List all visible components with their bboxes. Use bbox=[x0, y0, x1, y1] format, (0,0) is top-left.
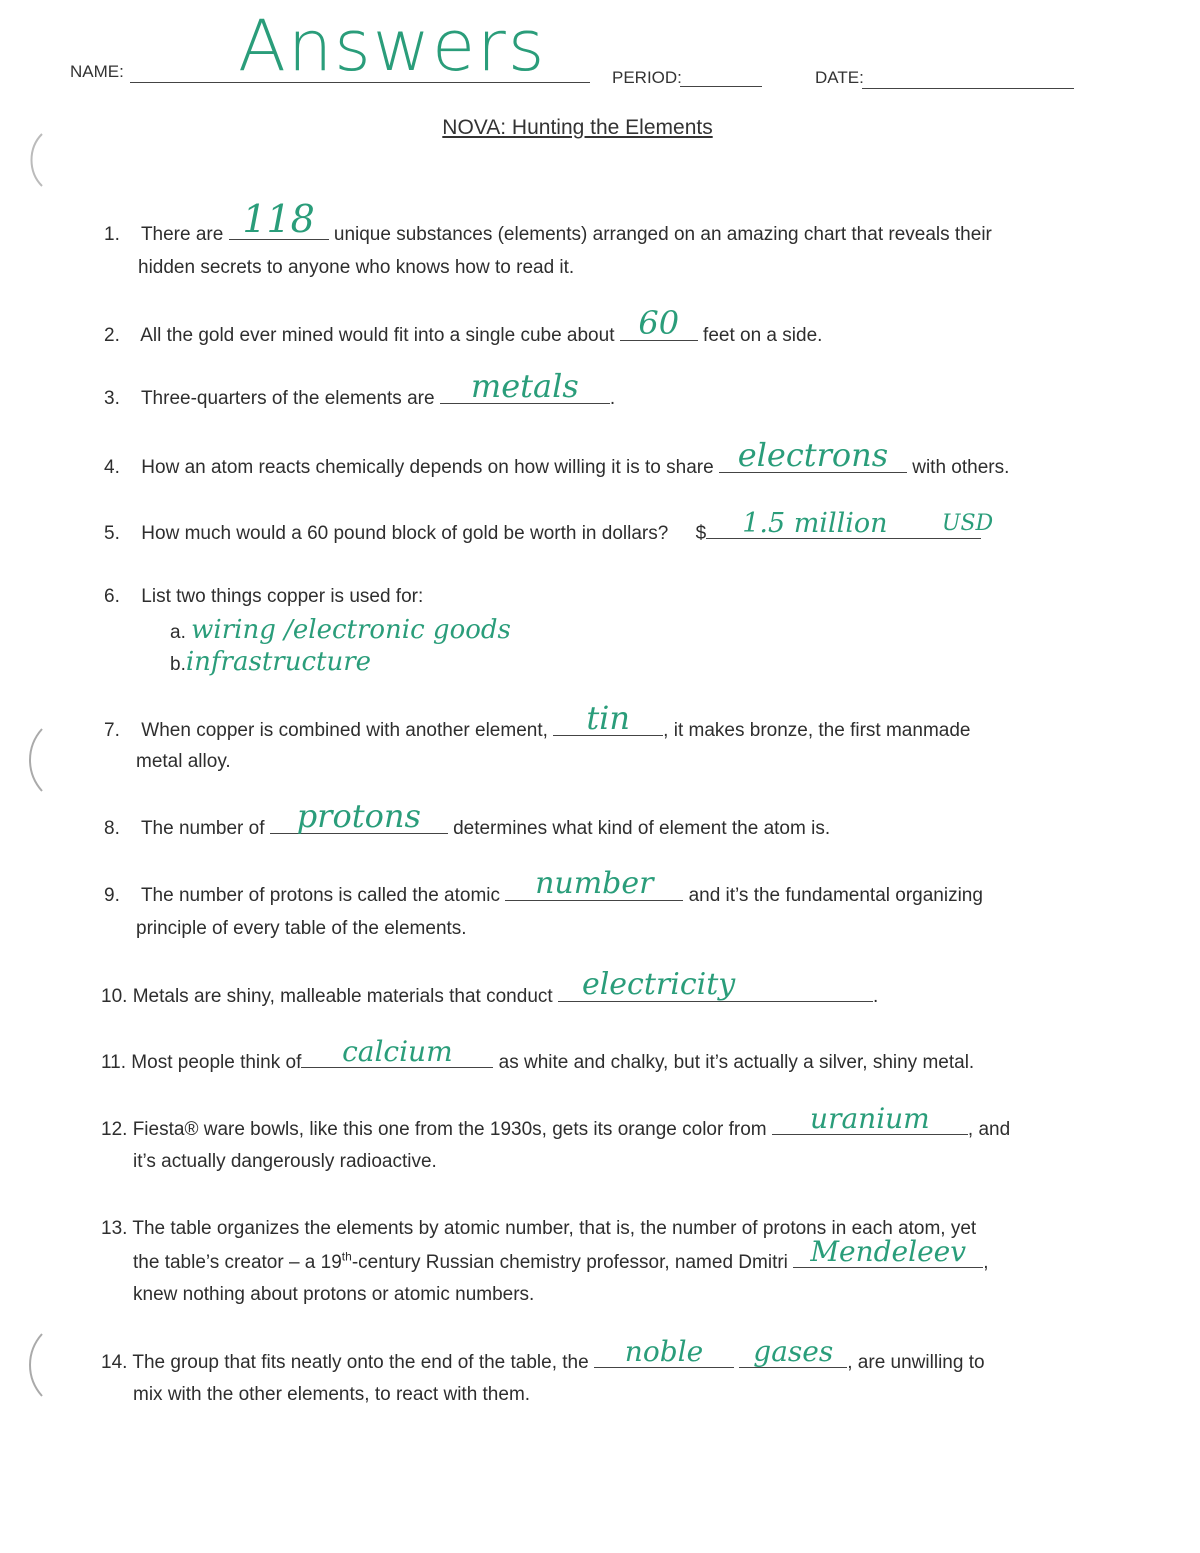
hole-punch-mark bbox=[20, 1330, 50, 1400]
question-text: , bbox=[983, 1252, 989, 1273]
question-text: , are unwilling to bbox=[847, 1352, 985, 1373]
question-number: 12. bbox=[101, 1119, 128, 1140]
name-label: NAME: bbox=[70, 62, 124, 81]
question-14-line2: mix with the other elements, to react with them. bbox=[133, 1384, 531, 1405]
question-number: 5. bbox=[104, 523, 120, 544]
question-text: . bbox=[872, 986, 879, 1007]
answer-text: 60 bbox=[638, 304, 680, 342]
question-text: determines what kind of element the atom is. bbox=[453, 818, 831, 839]
answer-blank bbox=[301, 1035, 493, 1068]
question-number: 10. bbox=[101, 986, 128, 1007]
answer-text: wiring /electronic goods bbox=[191, 615, 511, 645]
answer-text: uranium bbox=[810, 1102, 930, 1135]
page-title: NOVA: Hunting the Elements bbox=[442, 116, 713, 139]
superscript: th bbox=[341, 1249, 352, 1264]
question-number: 4. bbox=[104, 457, 120, 478]
question-text: All the gold ever mined would fit into a single cube about bbox=[140, 325, 615, 346]
question-1 bbox=[104, 197, 992, 251]
question-number: 14. bbox=[101, 1352, 128, 1373]
answer-text: number bbox=[535, 866, 654, 901]
question-text: The number of bbox=[140, 818, 265, 839]
answer-blank bbox=[440, 367, 610, 405]
answer-blank bbox=[558, 967, 873, 1002]
question-8 bbox=[104, 797, 831, 845]
answer-text: 1.5 million bbox=[742, 508, 888, 539]
answer-text: Mendeleev bbox=[810, 1235, 967, 1268]
answer-blank bbox=[505, 866, 683, 901]
question-text: as white and chalky, but it’s actually a silver, shiny metal. bbox=[498, 1052, 975, 1073]
answer-text: electricity bbox=[581, 967, 736, 1002]
question-6b bbox=[170, 646, 371, 681]
question-number: 7. bbox=[104, 720, 120, 741]
answer-unit: USD bbox=[941, 511, 994, 536]
question-4 bbox=[104, 436, 1010, 484]
answer-blank-2 bbox=[739, 1335, 847, 1368]
item-label: b. bbox=[170, 654, 186, 675]
question-14 bbox=[101, 1335, 985, 1379]
question-6a bbox=[170, 614, 511, 649]
question-12 bbox=[101, 1102, 1011, 1146]
question-text: How an atom reacts chemically depends on how willing it is to share bbox=[141, 457, 714, 478]
answer-blank bbox=[270, 797, 448, 835]
answer-text: noble bbox=[624, 1335, 704, 1368]
question-9 bbox=[104, 866, 983, 912]
answer-blank bbox=[706, 508, 994, 539]
question-text: There are bbox=[140, 224, 224, 245]
question-text: the table’s creator – a 19 bbox=[133, 1252, 342, 1273]
question-13-line3: knew nothing about protons or atomic numbers. bbox=[133, 1284, 535, 1305]
question-7 bbox=[104, 699, 971, 747]
question-9-line2: principle of every table of the elements. bbox=[136, 918, 467, 939]
question-11 bbox=[101, 1035, 975, 1079]
question-text: -century Russian chemistry professor, named Dmitri bbox=[351, 1252, 788, 1273]
question-number: 13. bbox=[101, 1218, 128, 1239]
dollar-sign: $ bbox=[695, 523, 707, 544]
answer-text: tin bbox=[586, 699, 631, 737]
question-text: , it makes bronze, the first manmade bbox=[663, 720, 971, 741]
question-text: Metals are shiny, malleable materials that conduct bbox=[132, 986, 553, 1007]
question-text: feet on a side. bbox=[703, 325, 823, 346]
hole-punch-mark bbox=[20, 130, 50, 190]
answer-text: calcium bbox=[342, 1035, 453, 1068]
hole-punch-mark bbox=[20, 725, 50, 795]
question-2 bbox=[104, 304, 823, 352]
question-text: Three-quarters of the elements are bbox=[140, 388, 435, 409]
answer-blank bbox=[620, 304, 698, 342]
question-5 bbox=[104, 508, 994, 550]
question-3 bbox=[104, 367, 616, 415]
question-number: 1. bbox=[104, 224, 120, 245]
question-text: with others. bbox=[912, 457, 1010, 478]
question-number: 9. bbox=[104, 885, 120, 906]
question-number: 11. bbox=[101, 1052, 127, 1073]
question-text: Fiesta® ware bowls, like this one from the 1930s, gets its orange color from bbox=[132, 1119, 767, 1140]
answer-text: electrons bbox=[737, 436, 889, 474]
answer-blank bbox=[594, 1335, 734, 1368]
question-text: , and bbox=[967, 1119, 1011, 1140]
answer-text: metals bbox=[470, 367, 579, 405]
date-line bbox=[862, 88, 1074, 89]
question-13-line2 bbox=[133, 1235, 989, 1279]
question-12-line2: it’s actually dangerously radioactive. bbox=[133, 1151, 437, 1172]
question-text: How much would a 60 pound block of gold be worth in dollars? bbox=[141, 523, 669, 544]
item-label: a. bbox=[170, 622, 186, 643]
answer-text: infrastructure bbox=[185, 647, 372, 677]
question-text: unique substances (elements) arranged on an amazing chart that reveals their bbox=[333, 224, 992, 245]
question-text: When copper is combined with another element, bbox=[141, 720, 548, 741]
question-text: Most people think of bbox=[131, 1052, 302, 1073]
answer-blank bbox=[229, 197, 329, 241]
question-text: The table organizes the elements by atomic number, that is, the number of protons in each atom, yet bbox=[132, 1218, 977, 1239]
answer-text: 118 bbox=[242, 197, 315, 241]
name-answer: Answers bbox=[238, 5, 547, 87]
answer-blank bbox=[772, 1102, 968, 1135]
question-text: The group that fits neatly onto the end of the table, the bbox=[132, 1352, 589, 1373]
question-number: 6. bbox=[104, 586, 120, 607]
question-1-line2: hidden secrets to anyone who knows how to read it. bbox=[138, 257, 575, 278]
question-number: 8. bbox=[104, 818, 120, 839]
answer-text: protons bbox=[296, 797, 421, 835]
question-text: . bbox=[609, 388, 616, 409]
question-text: List two things copper is used for: bbox=[141, 586, 424, 607]
question-7-line2: metal alloy. bbox=[136, 751, 231, 772]
answer-blank bbox=[553, 699, 663, 737]
question-text: and it’s the fundamental organizing bbox=[688, 885, 983, 906]
answer-blank bbox=[793, 1235, 983, 1268]
date-label: DATE: bbox=[815, 68, 864, 87]
question-text: The number of protons is called the atomic bbox=[140, 885, 501, 906]
question-number: 2. bbox=[104, 325, 120, 346]
question-6 bbox=[104, 580, 423, 613]
period-line bbox=[680, 86, 762, 87]
question-10 bbox=[101, 967, 879, 1013]
answer-blank bbox=[719, 436, 907, 474]
question-number: 3. bbox=[104, 388, 120, 409]
answer-text: gases bbox=[753, 1335, 834, 1368]
period-label: PERIOD: bbox=[612, 68, 682, 87]
